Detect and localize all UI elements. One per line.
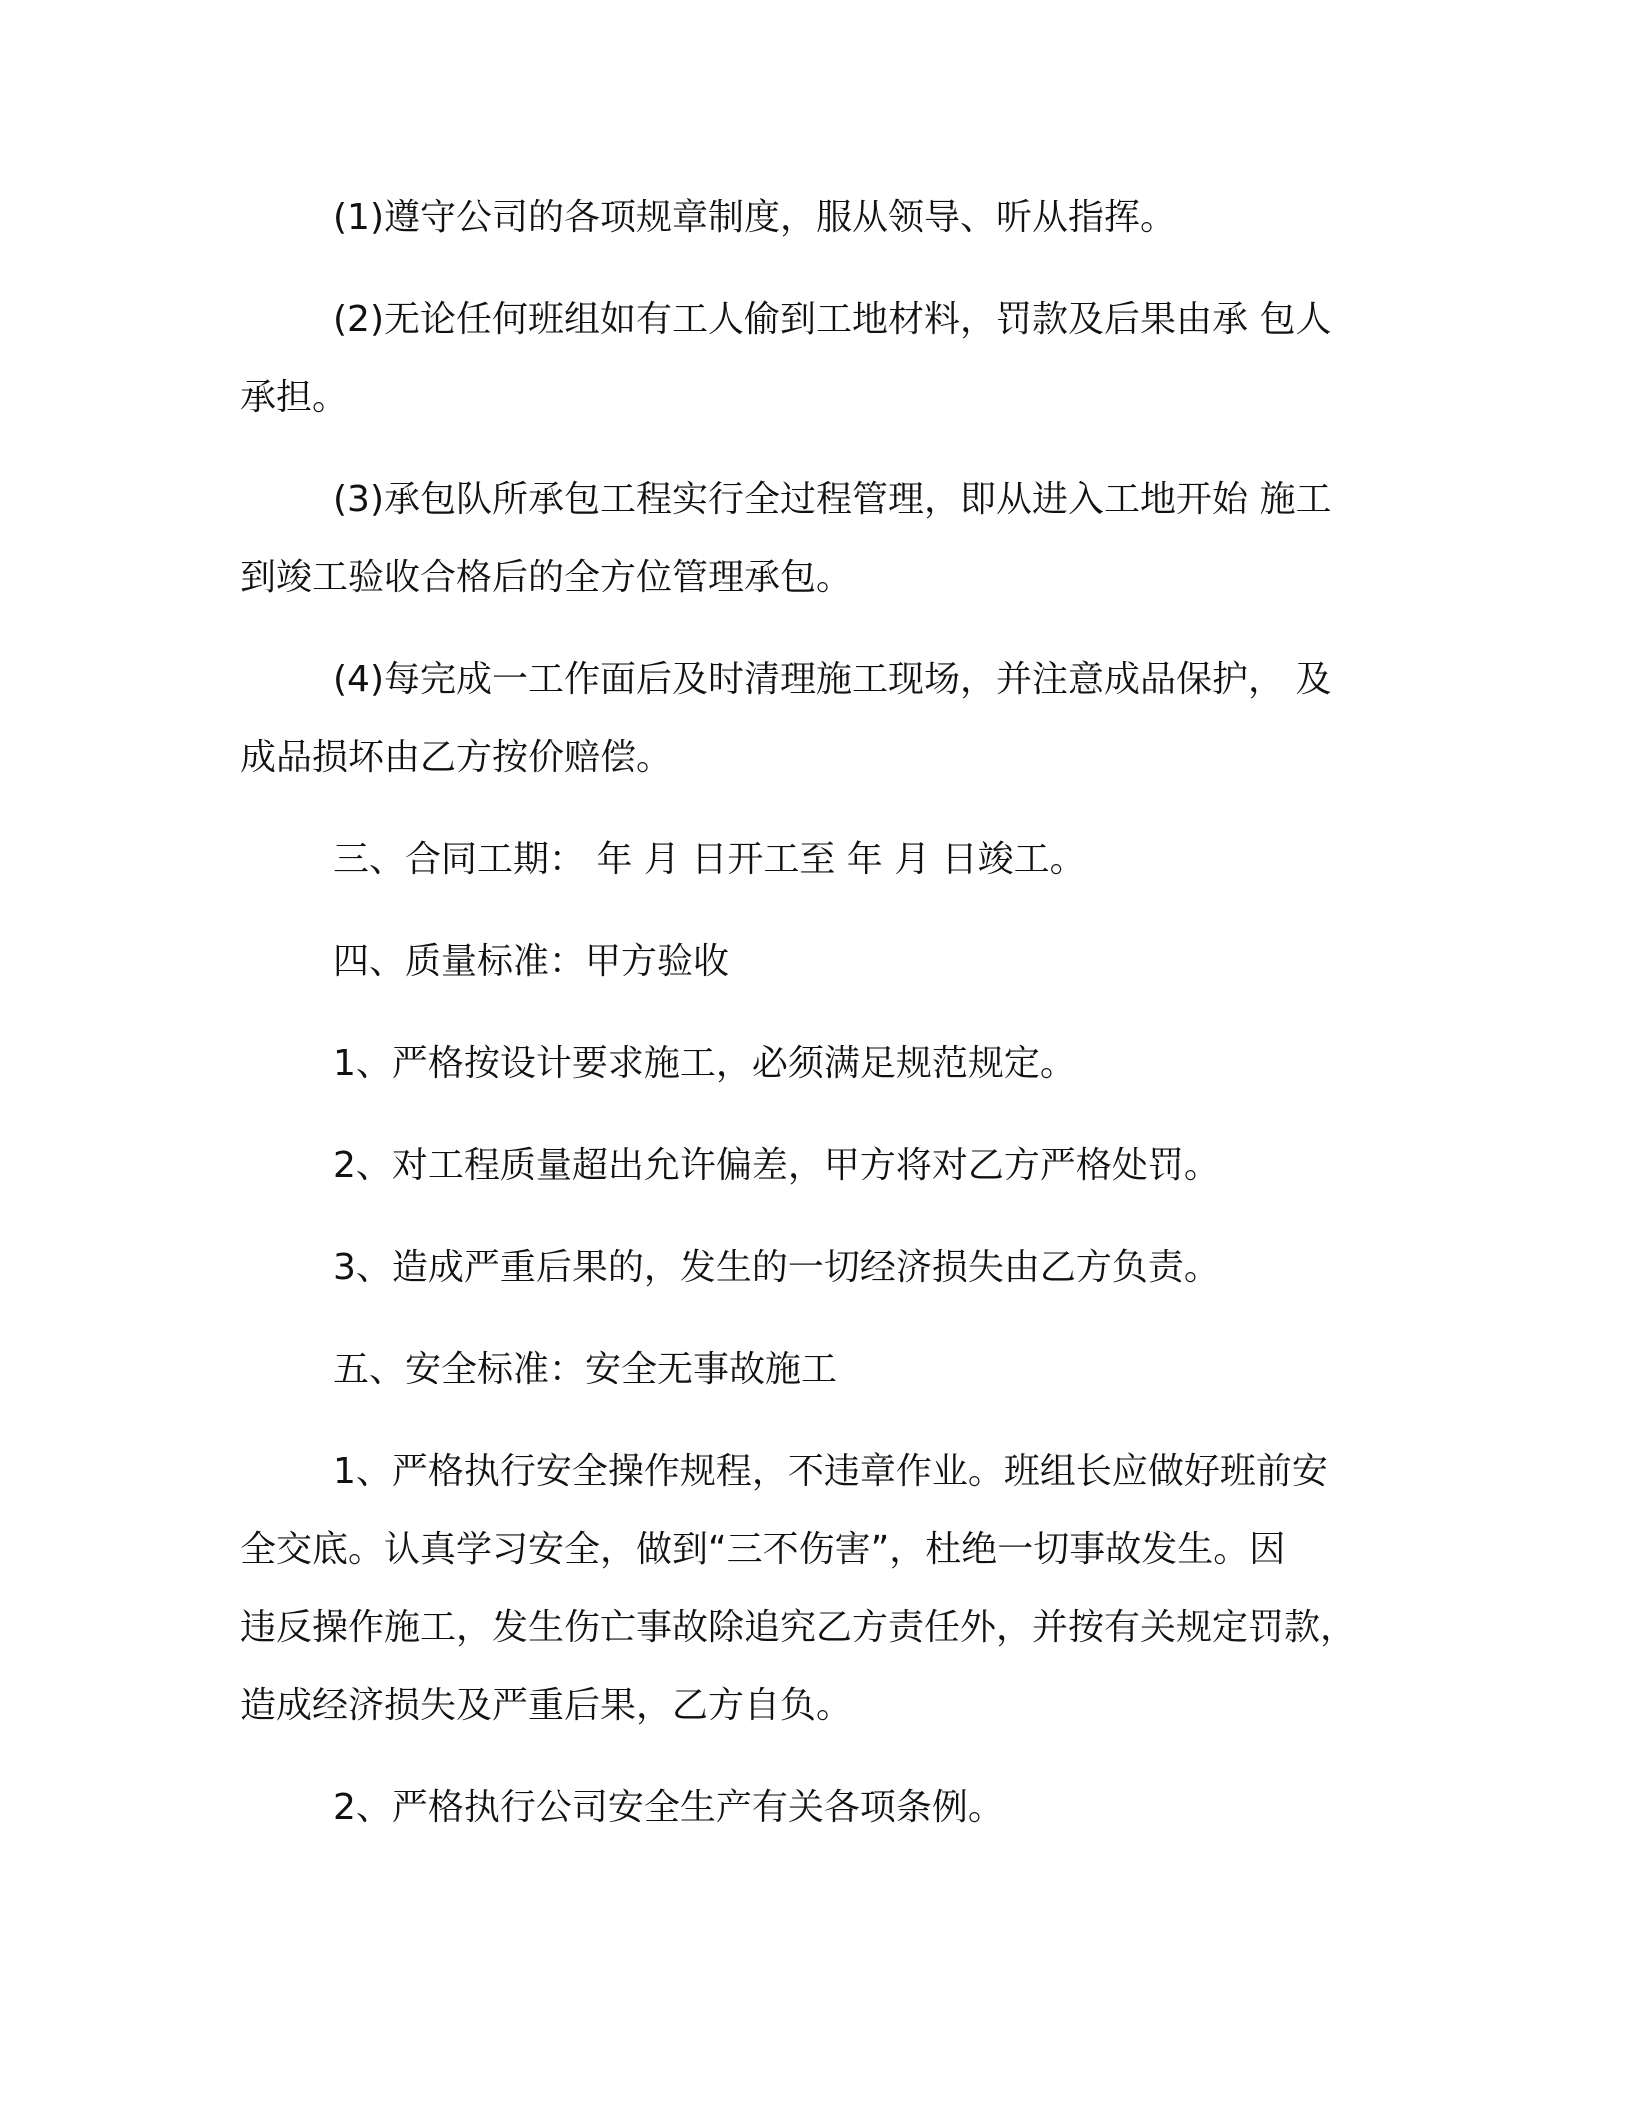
quality-item-1: 1、严格按设计要求施工，必须满足规范规定。 xyxy=(333,1043,1076,1084)
safety-item-2: 2、严格执行公司安全生产有关各项条例。 xyxy=(333,1787,1004,1828)
section-safety-standard: 五、安全标准：安全无事故施工 xyxy=(333,1349,838,1390)
safety-item-1-line-3: 违反操作施工，发生伤亡事故除追究乙方责任外，并按有关规定罚款， xyxy=(240,1607,1357,1648)
safety-item-1-line-4: 造成经济损失及严重后果，乙方自负。 xyxy=(240,1685,853,1726)
safety-item-1-line-1: 1、严格执行安全操作规程，不违章作业。班组长应做好班前安 xyxy=(333,1451,1328,1492)
quality-item-3: 3、造成严重后果的，发生的一切经济损失由乙方负责。 xyxy=(333,1247,1220,1288)
paragraph-rule-2-line-1: (2)无论任何班组如有工人偷到工地材料，罚款及后果由承 包人 xyxy=(333,299,1332,340)
paragraph-rule-3-line-2: 到竣工验收合格后的全方位管理承包。 xyxy=(240,557,853,598)
safety-item-1-line-2: 全交底。认真学习安全，做到“三不伤害”，杜绝一切事故发生。因 xyxy=(240,1529,1286,1570)
section-contract-period: 三、合同工期： 年 月 日开工至 年 月 日竣工。 xyxy=(333,839,1086,880)
paragraph-rule-3-line-1: (3)承包队所承包工程实行全过程管理，即从进入工地开始 施工 xyxy=(333,479,1332,520)
quality-item-2: 2、对工程质量超出允许偏差，甲方将对乙方严格处罚。 xyxy=(333,1145,1220,1186)
paragraph-rule-2-line-2: 承担。 xyxy=(240,377,349,418)
paragraph-rule-4-line-1: (4)每完成一工作面后及时清理施工现场，并注意成品保护， 及 xyxy=(333,659,1332,700)
paragraph-rule-1: (1)遵守公司的各项规章制度，服从领导、听从指挥。 xyxy=(333,197,1176,238)
paragraph-rule-4-line-2: 成品损坏由乙方按价赔偿。 xyxy=(240,737,673,778)
section-quality-standard: 四、质量标准：甲方验收 xyxy=(333,941,730,982)
